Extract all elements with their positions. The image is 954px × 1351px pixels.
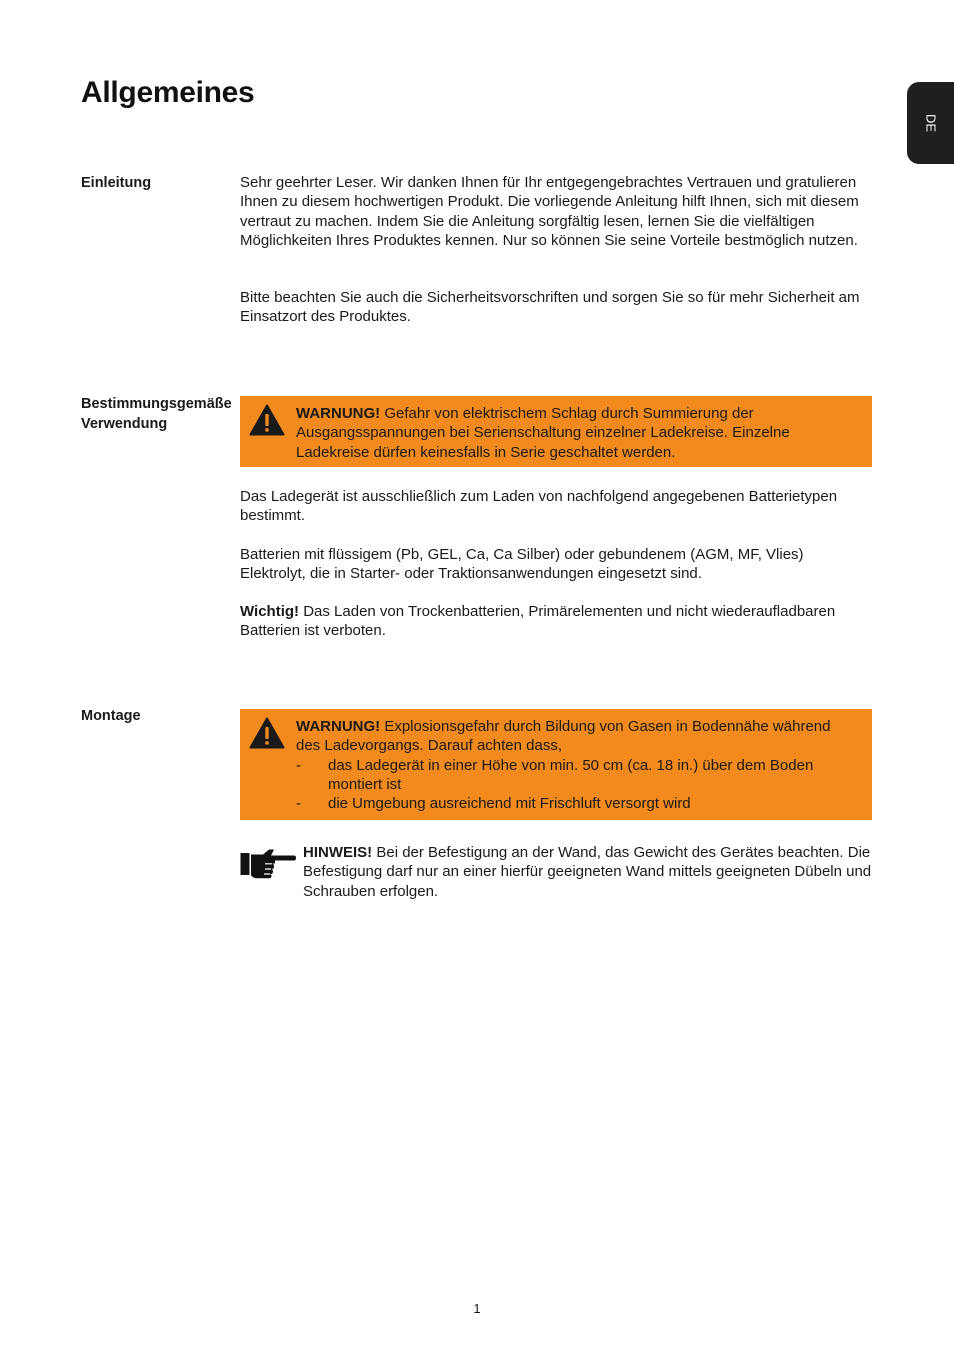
- list-item-text: die Umgebung ausreichend mit Frischluft versorgt wird: [328, 795, 691, 813]
- intro-paragraph-1: Sehr geehrter Leser. Wir danken Ihnen für Ihr entgegengebrachtes Vertrauen und gratulieren Ihnen zu diesem hochwertigen Produkt. Die vorliegende Anleitung hilft Ihnen, sich mit diesem vertraut zu machen. Indem Sie die Anleitung sorgfältig lesen, lernen Sie die vielfältigen Möglichkeiten Ihres Produktes kennen. Nur so können Sie seine Vorteile bestmöglich nutzen.: [240, 174, 859, 249]
- section-label-bestimmung: [81, 394, 232, 434]
- warning-text-electric-shock: [296, 404, 848, 462]
- warning-box-explosion: [240, 709, 872, 820]
- list-item: [296, 756, 848, 795]
- list-bullet: -: [296, 756, 301, 774]
- important-note: [240, 602, 872, 641]
- language-tab: [907, 82, 954, 164]
- warning-text-explosion: [296, 717, 848, 813]
- section-label-montage: Montage: [81, 708, 141, 724]
- note-text: [303, 843, 872, 901]
- important-text: Das Laden von Trockenbatterien, Primärelementen und nicht wiederaufladbaren Batterien ist verboten.: [240, 603, 836, 640]
- section-label-einleitung: Einleitung: [81, 175, 152, 191]
- usage-paragraph-2: Batterien mit flüssigem (Pb, GEL, Ca, Ca Silber) oder gebundenem (AGM, MF, Vlies) Elektrolyt, die in Starter- oder Traktionsanwendungen eingesetzt sind.: [240, 546, 804, 583]
- warning-label: WARNUNG!: [296, 718, 381, 735]
- pointing-hand-icon: [240, 846, 296, 880]
- warning-body: Gefahr von elektrischem Schlag durch Summierung der Ausgangsspannungen bei Serienschaltung einzelner Ladekreise. Einzelne Ladekreise dürfen keinesfalls in Serie geschaltet werden.: [296, 405, 790, 461]
- warning-label: WARNUNG!: [296, 405, 381, 422]
- warning-box-electric-shock: [240, 396, 872, 467]
- page-number: 1: [473, 1301, 481, 1316]
- note-label: HINWEIS!: [303, 844, 373, 861]
- language-tab-label: DE: [923, 113, 938, 133]
- warning-triangle-icon: [249, 717, 285, 749]
- note-body: Bei der Befestigung an der Wand, das Gewicht des Gerätes beachten. Die Befestigung darf nur an einer hierfür geeigneten Wand mittels geeigneten Dübeln und Schrauben erfolgen.: [303, 844, 872, 900]
- list-bullet: -: [296, 795, 301, 813]
- intro-paragraph-2: Bitte beachten Sie auch die Sicherheitsvorschriften und sorgen Sie so für mehr Sicherheit am Einsatzort des Produktes.: [240, 289, 860, 326]
- warning-intro: [296, 717, 848, 756]
- page-title: Allgemeines: [81, 76, 255, 109]
- important-label: Wichtig!: [240, 603, 300, 620]
- usage-paragraph-1: Das Ladegerät ist ausschließlich zum Laden von nachfolgend angegebenen Batterietypen bestimmt.: [240, 488, 838, 525]
- warning-body: Explosionsgefahr durch Bildung von Gasen in Bodennähe während des Ladevorgangs. Darauf achten dass,: [296, 718, 831, 755]
- list-item-text: das Ladegerät in einer Höhe von min. 50 cm (ca. 18 in.) über dem Boden montiert ist: [328, 756, 814, 793]
- warning-triangle-icon: [249, 404, 285, 436]
- list-item: [296, 794, 848, 813]
- section-label-bestimmung-text: Bestimmungsgemäße Verwendung: [81, 396, 232, 432]
